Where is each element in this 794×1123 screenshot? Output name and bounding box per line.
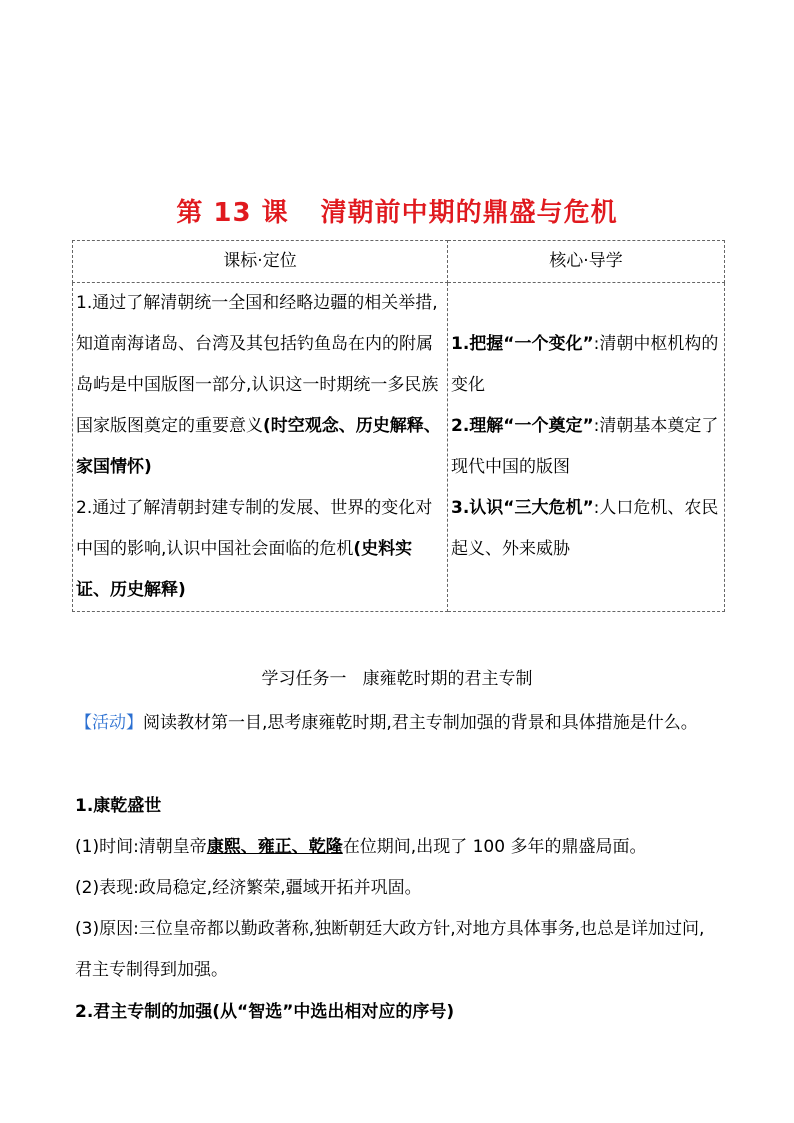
lesson-name: 清朝前中期的鼎盛与危机	[320, 198, 618, 228]
section-heading: 1.康乾盛世	[75, 796, 162, 816]
activity-tag: 【活动】	[75, 713, 143, 733]
standards-cell	[73, 283, 448, 612]
header-core: 核心·导学	[448, 241, 725, 283]
section-paragraph: (3)原因:三位皇帝都以勤政著称,独断朝廷大政方针,对地方具体事务,也总是详加过问,君主专制得到加强。	[75, 919, 705, 980]
guide-table	[72, 240, 725, 612]
section-paragraph: (2)表现:政局稳定,经济繁荣,疆域开拓并巩固。	[75, 878, 422, 898]
guide-table-header-row	[73, 241, 725, 283]
standard-item: 2.通过了解清朝封建专制的发展、世界的变化对中国的影响,认识中国社会面临的危机(史料实证、历史解释)	[76, 498, 433, 600]
task-label: 学习任务一	[261, 669, 347, 689]
section-paragraph: (1)时间:清朝皇帝康熙、雍正、乾隆在位期间,出现了 100 多年的鼎盛局面。	[75, 837, 647, 857]
header-standards: 课标·定位	[73, 241, 448, 283]
core-item: 1.把握“一个变化”:清朝中枢机构的变化	[451, 334, 719, 395]
core-item: 3.认识“三大危机”:人口危机、农民起义、外来威胁	[451, 498, 719, 559]
section-heading: 2.君主专制的加强(从“智选”中选出相对应的序号)	[75, 1002, 455, 1022]
lesson-title	[0, 196, 794, 230]
lesson-number: 第 13 课	[176, 198, 289, 228]
task-title	[0, 664, 794, 694]
guide-table-body-row	[73, 283, 725, 612]
core-item: 2.理解“一个奠定”:清朝基本奠定了现代中国的版图	[451, 416, 719, 477]
standard-item: 1.通过了解清朝统一全国和经略边疆的相关举措,知道南海诸岛、台湾及其包括钓鱼岛在内的附属岛屿是中国版图一部分,认识这一时期统一多民族国家版图奠定的重要意义(时空观念、历史解释、家国情怀)	[76, 293, 441, 477]
activity-text: 阅读教材第一目,思考康雍乾时期,君主专制加强的背景和具体措施是什么。	[143, 713, 698, 733]
activity-paragraph	[75, 703, 720, 744]
core-cell	[448, 283, 725, 612]
task-name: 康雍乾时期的君主专制	[362, 669, 533, 689]
emperors-answer: 康熙、雍正、乾隆	[206, 837, 343, 857]
